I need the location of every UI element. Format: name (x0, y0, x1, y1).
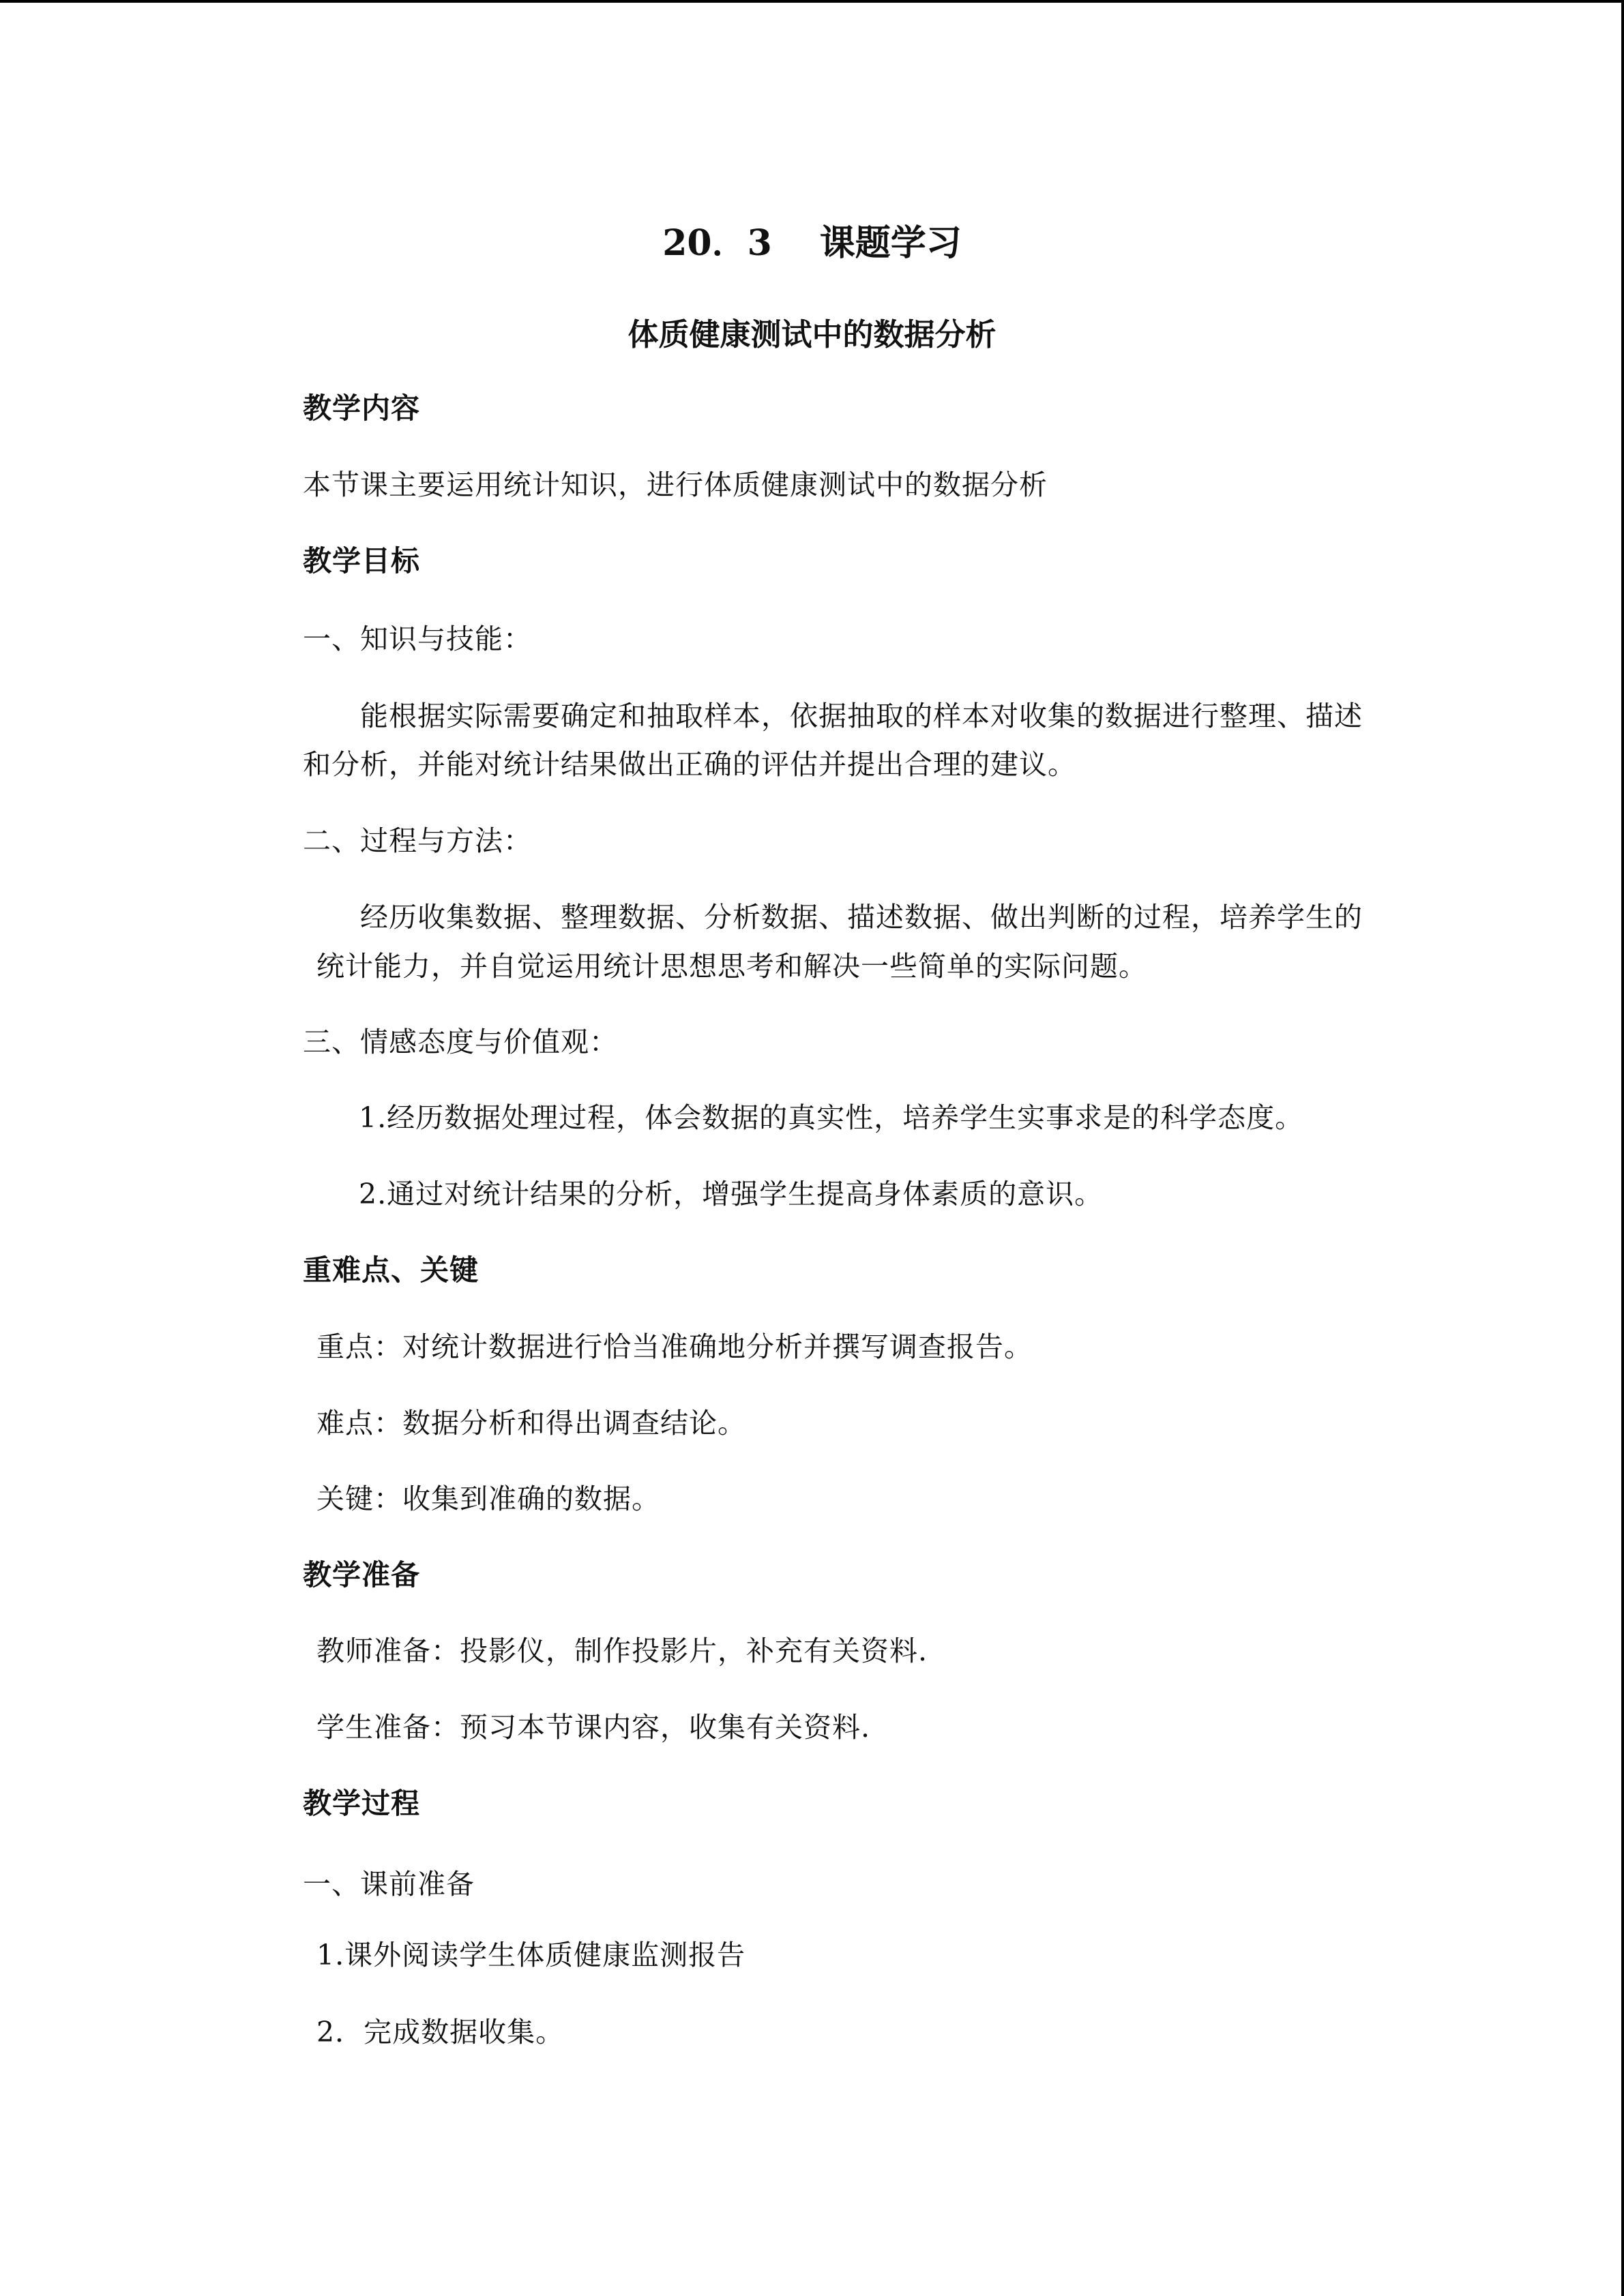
emotion-item-1: 1.经历数据处理过程，体会数据的真实性，培养学生实事求是的科学态度。 (359, 1101, 1304, 1134)
key-points-heading: 重难点、关键 (303, 1253, 479, 1287)
preparation-heading: 教学准备 (303, 1558, 421, 1592)
step1-item-1: 1.课外阅读学生体质健康监测报告 (316, 1939, 746, 1971)
objectives-heading: 教学目标 (303, 544, 421, 578)
knowledge-line-1: 能根据实际需要确定和抽取样本，依据抽取的样本对收集的数据进行整理、描述 (360, 700, 1363, 732)
emotion-heading: 三、情感态度与价值观： (303, 1026, 618, 1058)
knowledge-line-2: 和分析，并能对统计结果做出正确的评估并提出合理的建议。 (303, 748, 1076, 781)
section-number: 20．3 (662, 222, 772, 264)
content-text: 本节课主要运用统计知识，进行体质健康测试中的数据分析 (303, 468, 1048, 501)
key-points-focus: 重点：对统计数据进行恰当准确地分析并撰写调查报告。 (316, 1330, 1033, 1363)
process-section-heading: 教学过程 (303, 1787, 421, 1820)
section-title: 课题学习 (819, 222, 962, 264)
step1-item-2: 2．完成数据收集。 (316, 2016, 565, 2048)
knowledge-heading: 一、知识与技能： (303, 623, 532, 655)
key-points-key: 关键：收集到准确的数据。 (316, 1482, 660, 1515)
page-title (0, 222, 1624, 265)
process-line-1: 经历收集数据、整理数据、分析数据、描述数据、做出判断的过程，培养学生的 (360, 901, 1363, 934)
content-heading: 教学内容 (303, 391, 421, 425)
page-top-border (0, 0, 1624, 3)
preparation-student: 学生准备：预习本节课内容，收集有关资料. (316, 1711, 871, 1744)
step1-heading: 一、课前准备 (303, 1868, 475, 1900)
emotion-item-2: 2.通过对统计结果的分析，增强学生提高身体素质的意识。 (359, 1178, 1104, 1210)
process-line-2: 统计能力，并自觉运用统计思想思考和解决一些简单的实际问题。 (316, 950, 1147, 983)
preparation-teacher: 教师准备：投影仪，制作投影片，补充有关资料. (316, 1635, 928, 1667)
process-heading: 二、过程与方法： (303, 824, 532, 857)
key-points-difficulty: 难点：数据分析和得出调查结论。 (316, 1407, 746, 1440)
page-subtitle: 体质健康测试中的数据分析 (628, 316, 996, 353)
